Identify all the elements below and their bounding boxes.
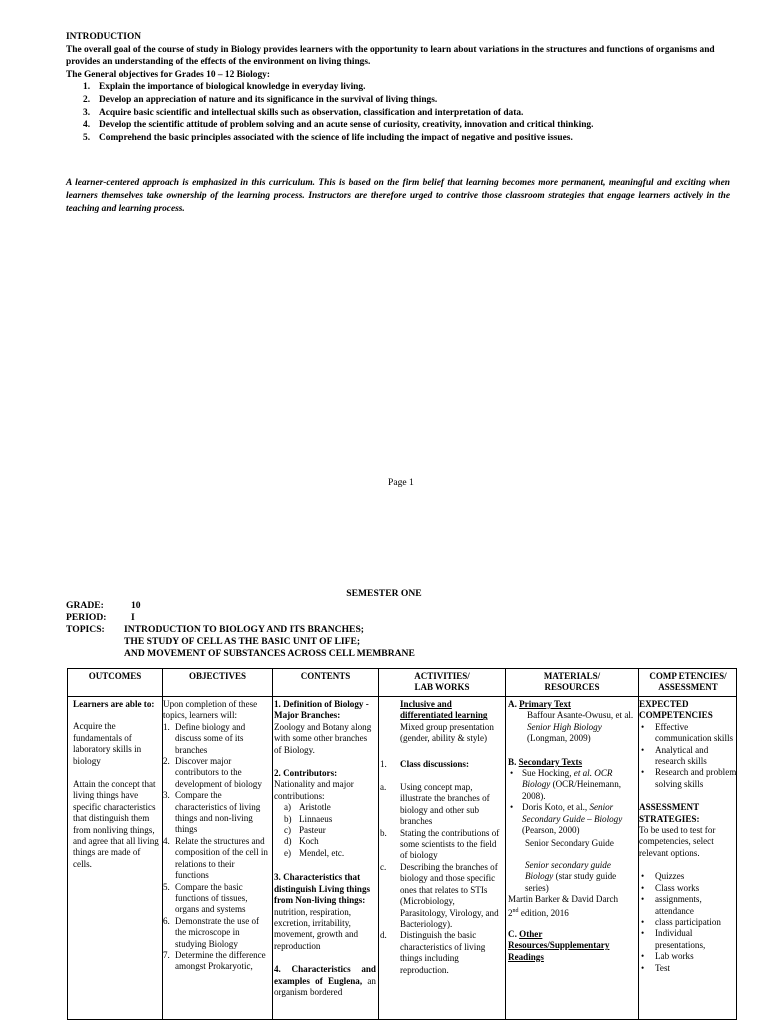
secondary-texts-heading: B. Secondary Texts xyxy=(508,756,583,767)
objective-row: 5. Compare the basic functions of tissues, organs and systems xyxy=(163,881,248,915)
grade-value: 10 xyxy=(131,600,141,611)
objective-row: 3. Compare the characteristics of living things and non-living things xyxy=(163,790,261,835)
assessment-option: • class participation xyxy=(641,916,721,927)
assessment-option: • Quizzes xyxy=(641,871,685,882)
objective-row: 2. Discover major contributors to the development of biology xyxy=(163,756,262,789)
contributor-item: c) Pasteur xyxy=(284,825,326,836)
contributor-item: b) Linnaeus xyxy=(284,813,333,824)
semester-heading: SEMESTER ONE xyxy=(346,588,422,599)
assessment-option: • Lab works xyxy=(641,951,694,962)
activities-title: Inclusive and differentiated learning xyxy=(400,699,488,721)
outcomes-lead: Learners are able to: xyxy=(73,699,155,709)
activities-cell xyxy=(380,699,504,976)
learner-centered-approach-paragraph: A learner-centered approach is emphasized in this curriculum. This is based on the firm belief that learning becomes more permanent, meaningful and exciting when learners themselves take ownership of the learning process. Instructors are therefore urged to contrive those classroom strategies that engage learners actively in the teaching and learning process. xyxy=(66,178,730,214)
objective-item: 2. Develop an appreciation of nature and its significance in the survival of living things. xyxy=(83,94,438,105)
objective-item: 1. Explain the importance of biological knowledge in everyday living. xyxy=(83,82,366,93)
curriculum-table xyxy=(67,668,737,1020)
contents-section-title: 2. Contributors: xyxy=(274,768,338,779)
period-row xyxy=(66,612,135,624)
contents-section-title: 1. Definition of Biology - Major Branches: xyxy=(274,699,369,721)
competency-item: • Research and problem solving skills xyxy=(641,767,737,789)
competency-item: • Effective communication skills xyxy=(641,721,734,744)
introduction-section xyxy=(66,31,726,144)
outcomes-cell xyxy=(73,699,159,870)
topic-line: INTRODUCTION TO BIOLOGY AND ITS BRANCHES; xyxy=(124,624,364,635)
materials-cell xyxy=(508,699,636,963)
objective-row: 4. Relate the structures and composition of the cell in relations to their functions xyxy=(163,835,268,881)
contents-section-text: Zoology and Botany along with some other branches of Biology. xyxy=(274,721,372,755)
activity-item: d. Distinguish the basic characteristics of living things including reproduction. xyxy=(380,930,486,975)
activities-intro: Mixed group presentation (gender, ability & style) xyxy=(400,721,494,744)
assessment-option: • assignments, attendance xyxy=(641,894,702,916)
assessment-strategies-text: To be used to test for competencies, select relevant options. xyxy=(639,825,716,858)
activity-item: c. Describing the branches of biology and those specific ones that relates to STIs (Microbiology, Parasitology, Virology, and Bacteriology). xyxy=(380,861,499,929)
objective-item: 4. Develop the scientific attitude of problem solving and an acute sense of curiosity, creativity, innovation and critical thinking. xyxy=(83,120,594,131)
page-number: Page 1 xyxy=(388,477,414,488)
introduction-goal: The overall goal of the course of study in Biology provides learners with the opportunity to learn about variations in the structures and functions of organisms and provides an understanding of the effects of the environment on living things. xyxy=(66,44,715,68)
objective-row: 1. Define biology and discuss some of its branches xyxy=(163,721,246,755)
header-outcomes: OUTCOMES xyxy=(68,669,162,697)
topic-line: AND MOVEMENT OF SUBSTANCES ACROSS CELL MEMBRANE xyxy=(124,648,415,659)
column-divider xyxy=(378,669,379,1019)
objective-item: 5. Comprehend the basic principles associated with the science of life including the impact of negative and positive issues. xyxy=(83,132,573,143)
header-objectives: OBJECTIVES xyxy=(163,669,272,697)
edition-line: 2nd edition, 2016 xyxy=(508,907,569,918)
objective-row: 7. Determine the difference amongst Prokaryotic, xyxy=(163,949,266,972)
header-materials: MATERIALS/ RESOURCES xyxy=(506,669,638,697)
contents-section-4: 4. Characteristics and examples of Euglena, an organism bordered xyxy=(274,964,376,997)
expected-competencies-heading: EXPECTED COMPETENCIES xyxy=(639,699,713,721)
primary-text-entry: Baffour Asante-Owusu, et al. Senior High Biology (Longman, 2009) xyxy=(527,710,634,744)
activity-item: b. Stating the contributions of some scientists to the field of biology xyxy=(380,827,500,861)
assessment-strategies-heading: ASSESSMENT STRATEGIES: xyxy=(639,802,700,824)
topics-label: TOPICS: xyxy=(66,624,105,635)
secondary-text-entry: Senior secondary guide Biology (star study guide series) xyxy=(525,859,617,893)
competencies-cell xyxy=(639,699,737,974)
column-divider xyxy=(272,669,273,1019)
objective-item: 3. Acquire basic scientific and intellectual skills such as observation, classification and interpretation of data. xyxy=(83,107,524,118)
outcome-text: Attain the concept that living things have specific characteristics that distinguish them from nonliving things, and agree that all living things are made of cells. xyxy=(73,779,159,869)
secondary-text-item: • Sue Hocking, et al. OCR Biology (OCR/Heinemann, 2008). xyxy=(510,768,622,801)
topic-line: THE STUDY OF CELL AS THE BASIC UNIT OF LIFE; xyxy=(124,636,361,647)
objectives-heading: The General objectives for Grades 10 – 12 Biology: xyxy=(66,69,270,80)
contributor-item: d) Koch xyxy=(284,836,319,847)
activity-item: a. Using concept map, illustrate the branches of biology and other sub branches xyxy=(380,782,490,827)
header-competencies: COMP ETENCIES/ ASSESSMENT xyxy=(639,669,737,697)
grade-label: GRADE: xyxy=(66,600,104,611)
class-discussions-heading: 1. Class discussions: xyxy=(380,758,469,769)
objectives-lead: Upon completion of these topics, learners will: xyxy=(163,699,258,721)
objectives-cell xyxy=(163,699,270,973)
period-value: I xyxy=(131,612,135,623)
introduction-heading: INTRODUCTION xyxy=(66,32,142,42)
other-resources-heading: C. Other Resources/Supplementary Readings xyxy=(508,928,610,962)
header-contents: CONTENTS xyxy=(273,669,378,697)
contributor-item: a) Aristotle xyxy=(284,802,331,813)
secondary-text-item: • Doris Koto, et al., Senior Secondary Guide – Biology (Pearson, 2000) xyxy=(510,802,623,836)
objective-row: 6. Demonstrate the use of the microscope in studying Biology xyxy=(163,915,260,949)
assessment-option: • Individual presentations, xyxy=(641,928,706,950)
contents-cell xyxy=(274,699,376,998)
column-divider xyxy=(505,669,506,1019)
header-activities: ACTIVITIES/ LAB WORKS xyxy=(379,669,505,697)
assessment-option: • Class works xyxy=(641,882,700,893)
outcome-text: Acquire the fundamentals of laboratory skills in biology xyxy=(73,721,142,766)
secondary-text-entry: Martin Barker & David Darch xyxy=(508,894,619,905)
competency-item: • Analytical and research skills xyxy=(641,744,709,767)
grade-row xyxy=(66,600,141,612)
contents-section-text: nutrition, respiration, excretion, irritability, movement, growth and reproduction xyxy=(274,906,359,951)
secondary-text-entry: Senior Secondary Guide xyxy=(525,838,614,849)
contents-section-text: Nationality and major contributions: xyxy=(274,779,354,801)
period-label: PERIOD: xyxy=(66,612,107,623)
general-objectives-list xyxy=(66,81,726,144)
primary-text-heading: A. Primary Text xyxy=(508,699,571,709)
contributor-item: e) Mendel, etc. xyxy=(284,847,345,858)
contents-section-title: 3. Characteristics that distinguish Living things from Non-living things: xyxy=(274,872,371,906)
topics-row xyxy=(66,624,415,659)
assessment-option: • Test xyxy=(641,962,671,973)
